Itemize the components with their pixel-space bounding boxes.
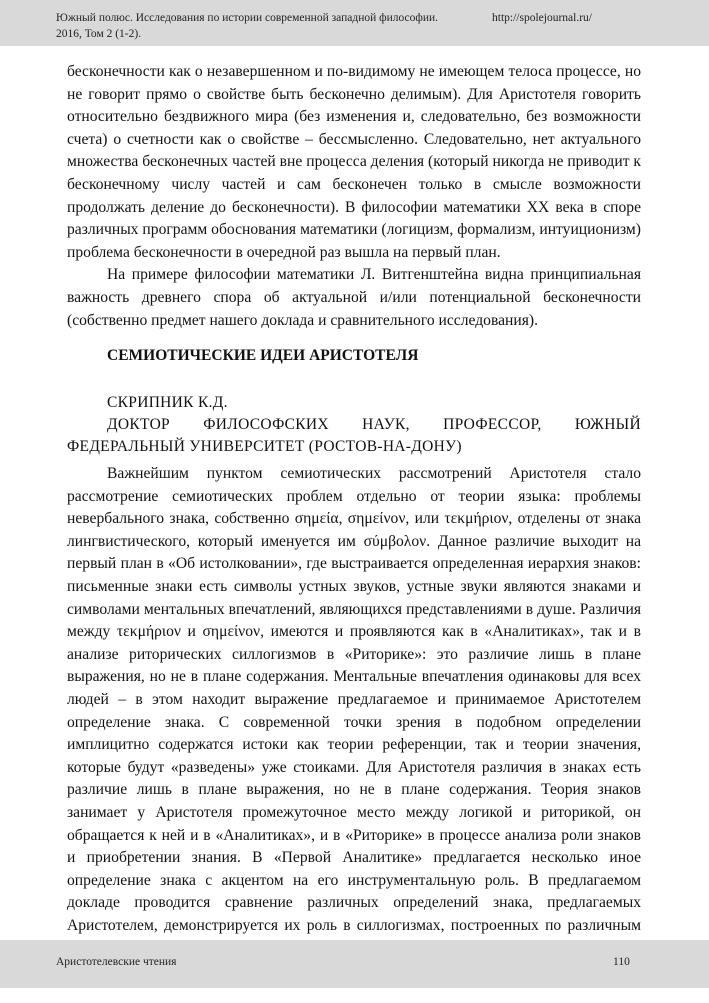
paragraph: бесконечности как о незавершенном и по-видимому не имеющем телоса процессе, но не говорит прямо о свойстве быть бесконечно делимым). Для Аристотеля говорить относительно бездвижного мира (без изменения и, следовательно, без возможности счета) о счетности как о свойстве – бессмысленно. Следовательно, нет актуального множества бесконечных частей вне процесса деления (который никогда не приводит к бесконечному числу частей и сам бесконечен только в смысле возможности продолжать деление до бесконечности). В философии математики XX века в споре различных программ обоснования математики (логицизм, формализм, интуиционизм) проблема бесконечности в очередной раз вышла на первый план. [67,63,641,261]
journal-info [56,10,438,42]
journal-title: Южный полюс. Исследования по истории современной западной философии. [56,12,439,24]
page-header [0,0,709,46]
footer-series: Аристотелевские чтения [56,956,177,968]
author-affiliation: ДОКТОР ФИЛОСОФСКИХ НАУК, ПРОФЕССОР, ЮЖНЫЙ ФЕДЕРАЛЬНЫЙ УНИВЕРСИТЕТ (РОСТОВ-НА-ДОНУ) [67,416,641,455]
intro-text [67,61,641,332]
page-number: 110 [613,956,630,968]
abstract-text [67,463,641,960]
journal-volume: 2016, Том 2 (1-2). [56,28,142,40]
paragraph: Важнейшим пунктом семиотических рассмотрений Аристотеля стало рассмотрение семиотических проблем отдельно от теории языка: проблемы невербального знака, собственно σημεία, σημείνον, или τεκμήριον, отделены от знака лингвистического, который именуется им σύμβολον. Данное различие выходит на первый план в «Об истолковании», где выстраивается определенная иерархия знаков: письменные знаки есть символы устных звуков, устные звуки являются знаками и символами ментальных впечатлений, являющихся представлениями в душе. Различия между τεκμήριον и σημείνον, имеются и проявляются как в «Аналитиках», так и в анализе риторических силлогизмов в «Риторике»: это различие лишь в плане выражения, но не в плане содержания. Ментальные впечатления одинаковы для всех людей – в этом находит выражение предлагаемое и принимаемое Аристотелем определение знака. С современной точки зрения в подобном определении имплицитно содержатся истоки как теории референции, так и теории значения, которые будут «разведены» уже стоиками. Для Аристотеля различия в знаках есть различие лишь в плане выражения, но не в плане содержания. Теория знаков занимает у Аристотеля промежуточное место между логикой и риторикой, он обращается к ней и в «Аналитиках», и в «Риторике» в процессе анализа роли знаков и приобретении знания. В «Первой Аналитике» предлагается несколько иное определение знака с акцентом на его инструментальную роль. В предлагаемом докладе проводится сравнение различных определений знака, предлагаемых Аристотелем, демонстрируется их роль в силлогизмах, построенных по различным [67,465,641,934]
journal-url: http://spolejournal.ru/ [492,12,592,24]
paragraph: На примере философии математики Л. Витгенштейна видна принципиальная важность древнего спора об актуальной и/или потенциальной бесконечности (собственно предмет нашего доклада и сравнительного исследования). [67,266,641,329]
section-title: СЕМИОТИЧЕСКИЕ ИДЕИ АРИСТОТЕЛЯ [107,347,419,364]
author-name: СКРИПНИК К.Д. [107,394,228,411]
page-footer [0,940,709,988]
